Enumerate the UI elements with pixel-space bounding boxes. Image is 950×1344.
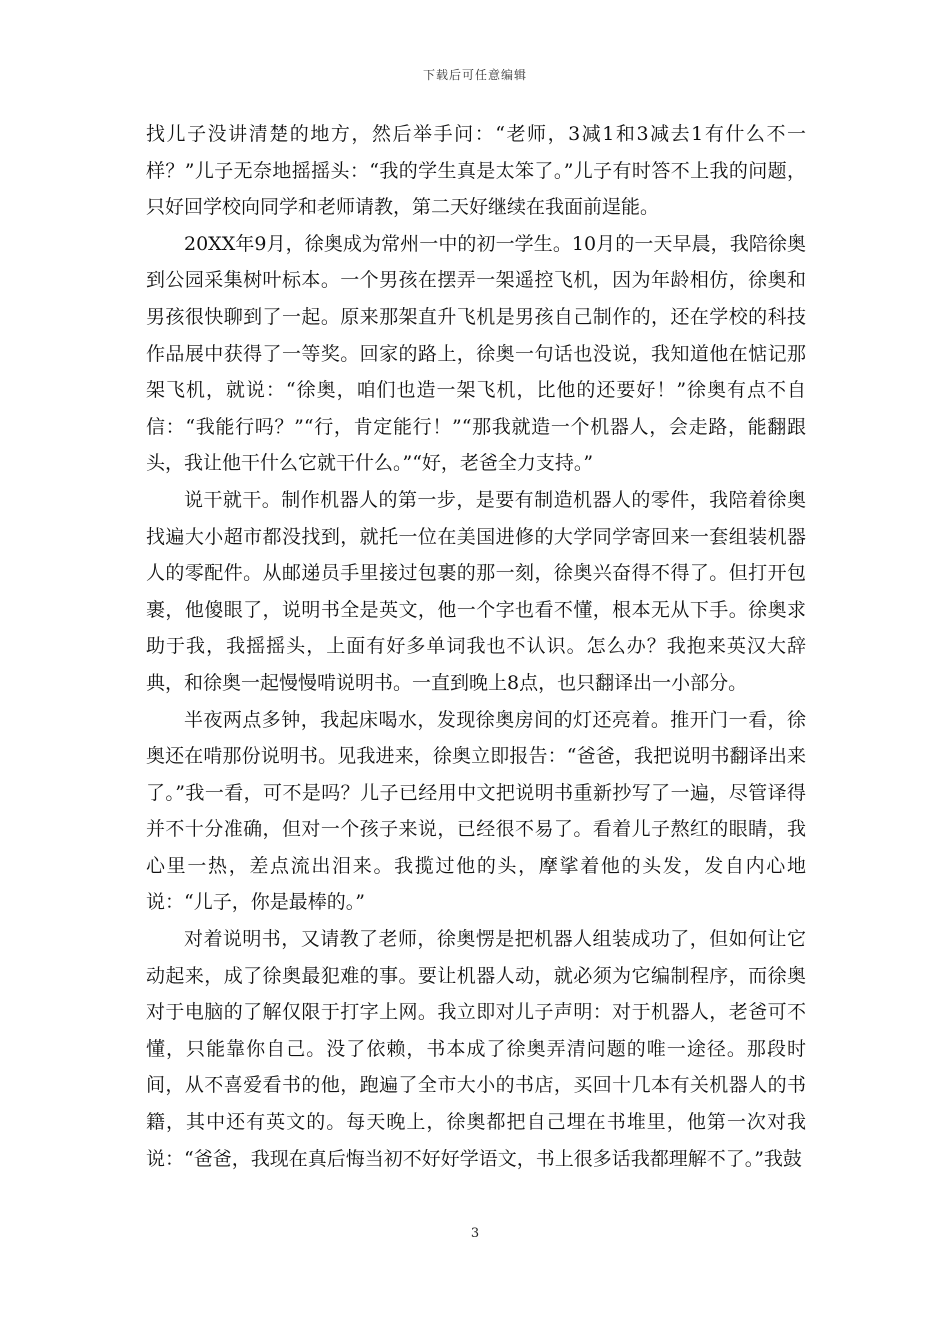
body-text bbox=[146, 116, 806, 1177]
paragraph-4: 半夜两点多钟，我起床喝水，发现徐奥房间的灯还亮着。推开门一看，徐奥还在啃那份说明书。见我进来，徐奥立即报告：“爸爸，我把说明书翻译出来了。”我一看，可不是吗？儿子已经用中文把说明书重新抄写了一遍，尽管译得并不十分准确，但对一个孩子来说，已经很不易了。看着儿子熬红的眼睛，我心里一热，差点流出泪来。我揽过他的头，摩挲着他的头发，发自内心地说：“儿子，你是最棒的。” bbox=[146, 708, 806, 914]
paragraph-3: 说干就干。制作机器人的第一步，是要有制造机器人的零件，我陪着徐奥找遍大小超市都没找到，就托一位在美国进修的大学同学寄回来一套组装机器人的零配件。从邮递员手里接过包裹的那一刻，徐奥兴奋得不得了。但打开包裹，他傻眼了，说明书全是英文，他一个字也看不懂，根本无从下手。徐奥求助于我，我摇摇头，上面有好多单词我也不认识。怎么办？我抱来英汉大辞典，和徐奥一起慢慢啃说明书。一直到晚上8点，也只翻译出一小部分。 bbox=[146, 488, 806, 694]
page-number: 3 bbox=[470, 1226, 480, 1241]
paragraph-2: 20XX年9月，徐奥成为常州一中的初一学生。10月的一天早晨，我陪徐奥到公园采集树叶标本。一个男孩在摆弄一架遥控飞机，因为年龄相仿，徐奥和男孩很快聊到了一起。原来那架直升飞机是男孩自己制作的，还在学校的科技作品展中获得了一等奖。回家的路上，徐奥一句话也没说，我知道他在惦记那架飞机，就说：“徐奥，咱们也造一架飞机，比他的还要好！”徐奥有点不自信：“我能行吗？”“行，肯定能行！”“那我就造一个机器人，会走路，能翻跟头，我让他干什么它就干什么。”“好，老爸全力支持。” bbox=[146, 232, 806, 475]
page-header: 下载后可任意编辑 bbox=[422, 68, 527, 82]
paragraph-1: 找儿子没讲清楚的地方，然后举手问：“老师，3减1和3减去1有什么不一样？”儿子无奈地摇摇头：“我的学生真是太笨了。”儿子有时答不上我的问题，只好回学校向同学和老师请教，第二天好继续在我面前逞能。 bbox=[146, 123, 806, 219]
paragraph-5: 对着说明书，又请教了老师，徐奥愣是把机器人组装成功了，但如何让它动起来，成了徐奥最犯难的事。要让机器人动，就必须为它编制程序，而徐奥对于电脑的了解仅限于打字上网。我立即对儿子声明：对于机器人，老爸可不懂，只能靠你自己。没了依赖，书本成了徐奥弄清问题的唯一途径。那段时间，从不喜爱看书的他，跑遍了全市大小的书店，买回十几本有关机器人的书籍，其中还有英文的。每天晚上，徐奥都把自己埋在书堆里，他第一次对我说：“爸爸，我现在真后悔当初不好好学语文，书上很多话我都理解不了。”我鼓 bbox=[146, 928, 806, 1170]
